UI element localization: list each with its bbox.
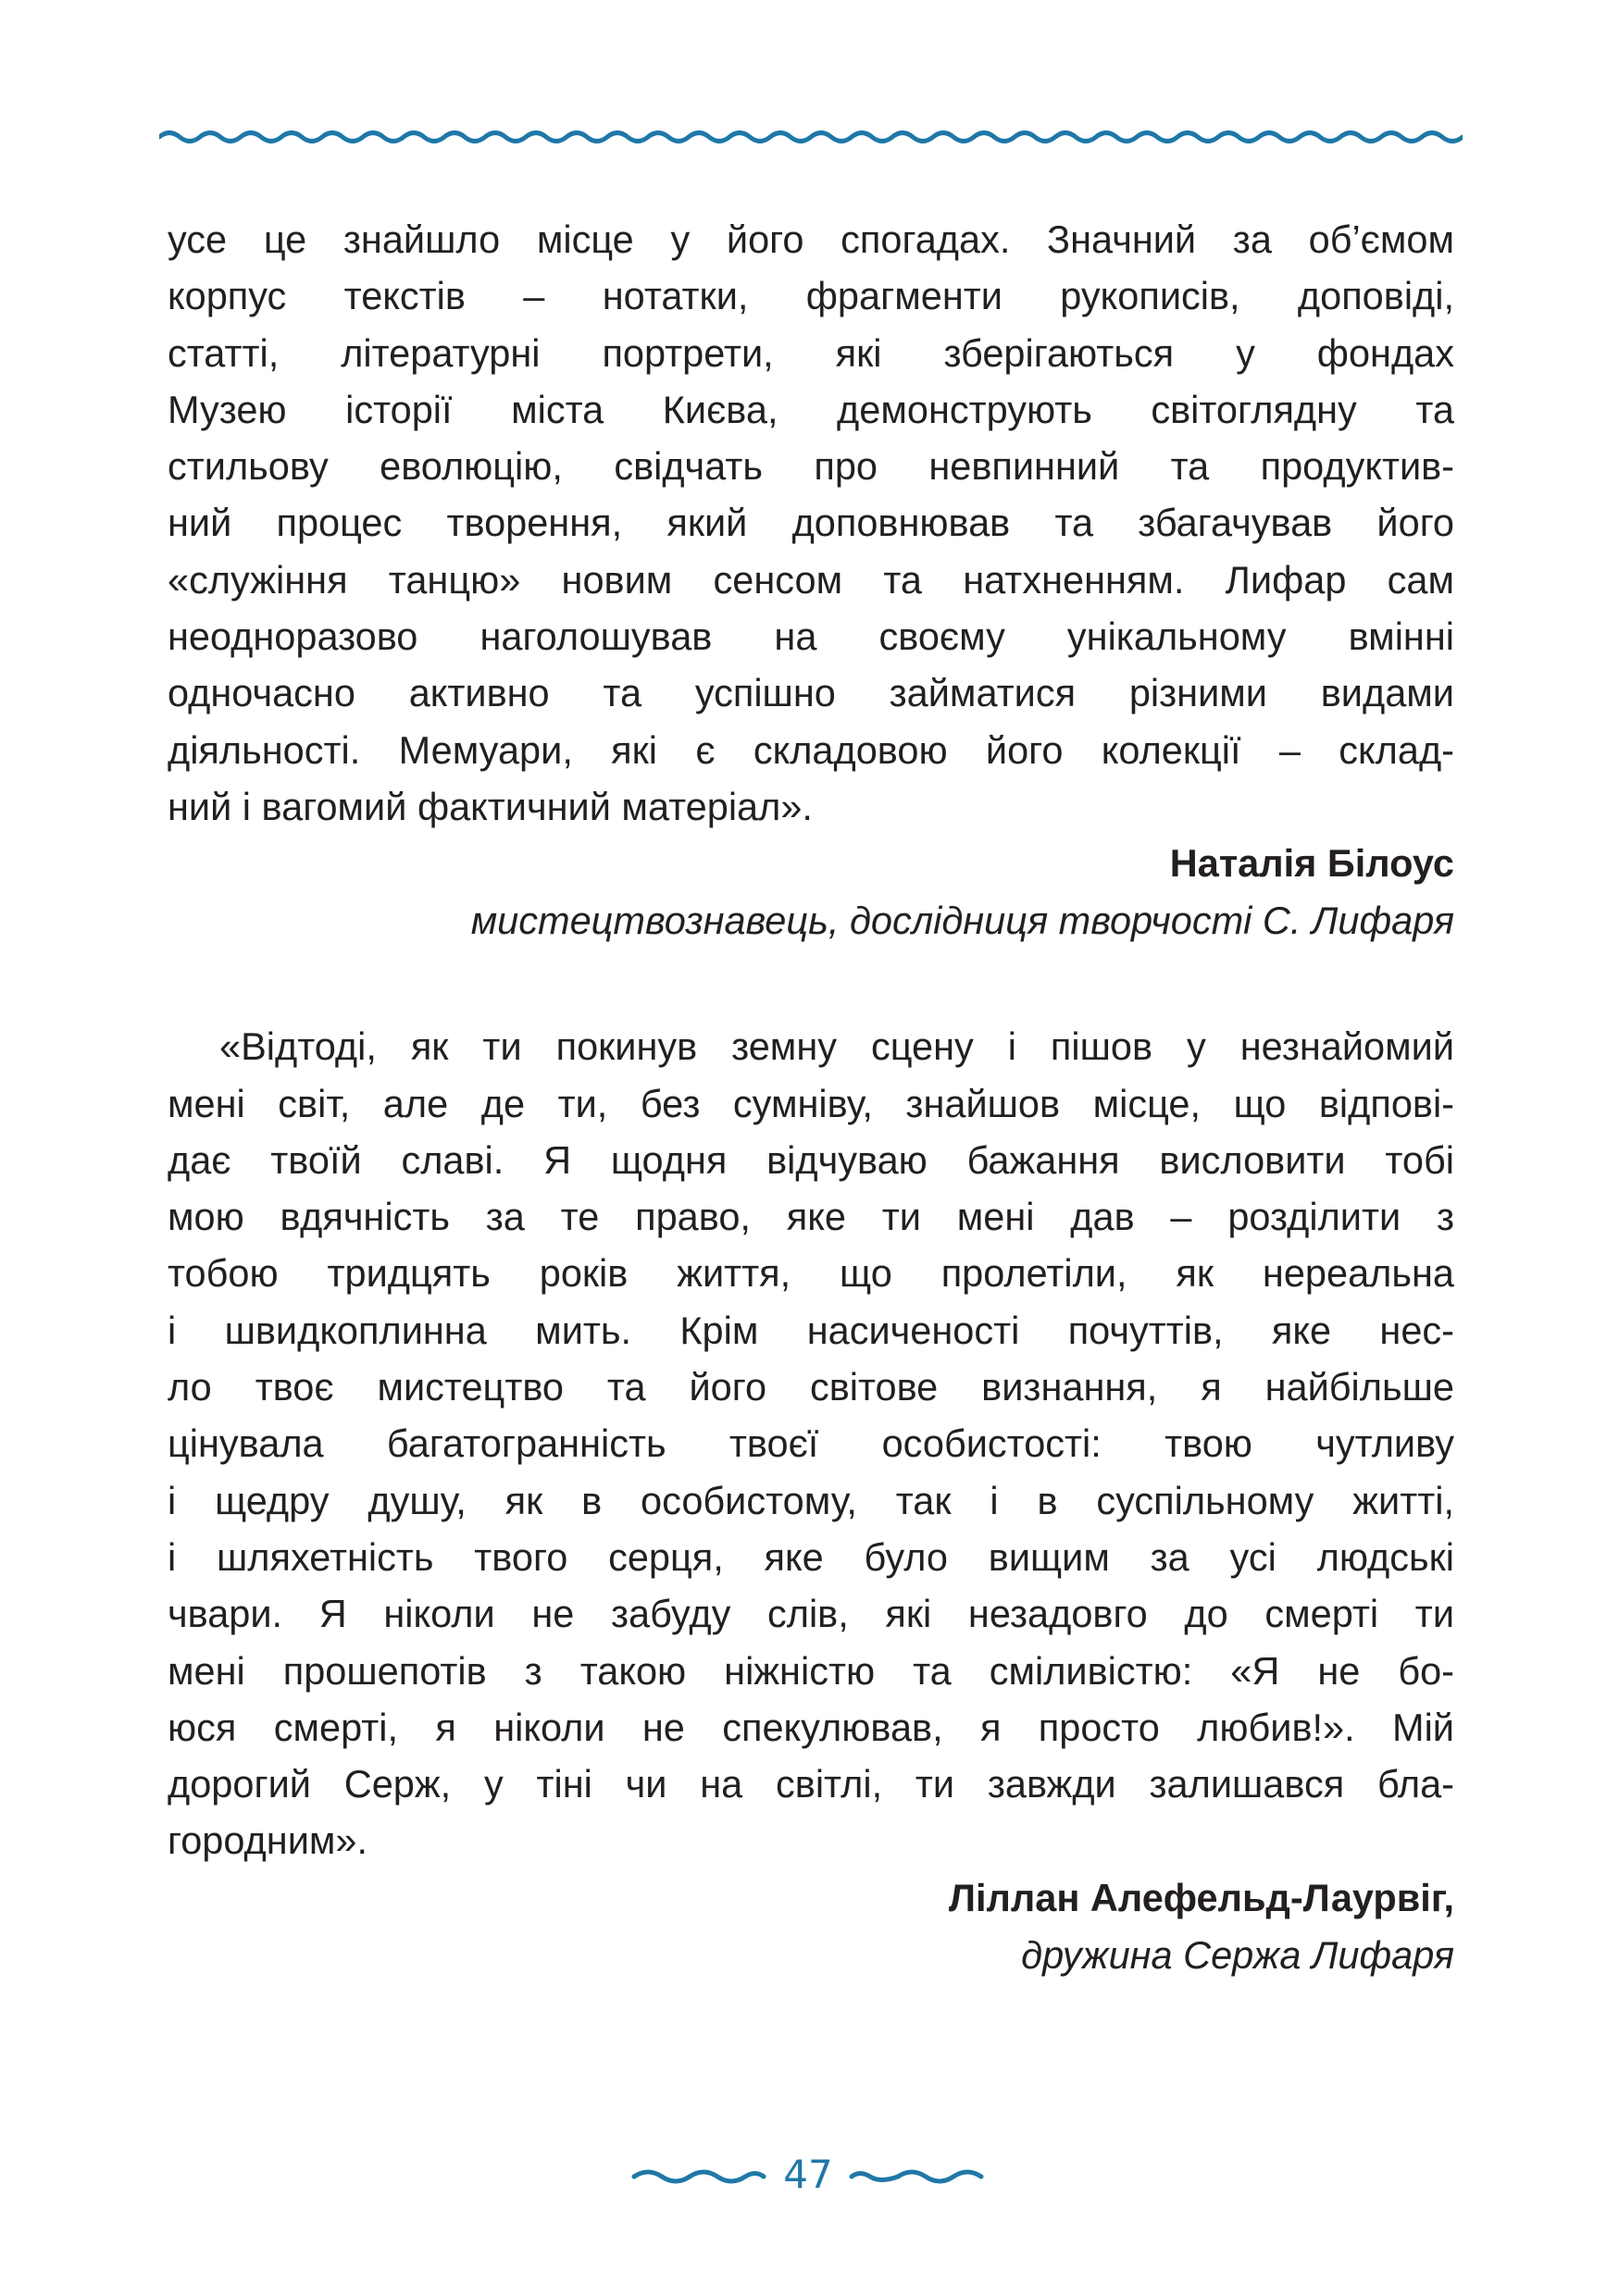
paragraph-line: ний і вагомий фактичний матеріал».	[168, 784, 813, 828]
page-footer	[0, 2147, 1619, 2203]
paragraph-line: одночасно активно та успішно займатися різними видами	[168, 671, 1454, 715]
paragraph-line: корпус текстів – нотатки, фрагменти рукописів, доповіді,	[168, 274, 1454, 318]
quote-block-1	[168, 211, 1454, 949]
paragraph-line: цінувала багатогранність твоєї особистості: твою чутливу	[168, 1421, 1454, 1466]
quote-author-role: дружина Сержа Лифаря	[1021, 1932, 1454, 1977]
paragraph-line: «служіння танцю» новим сенсом та натхненням. Лифар сам	[168, 557, 1454, 602]
quote-block-2	[168, 1018, 1454, 1983]
paragraph-line: діяльності. Мемуари, які є складовою його колекції – склад-	[168, 727, 1454, 772]
footer-wave-left-icon	[629, 2166, 768, 2188]
paragraph-line: дорогий Серж, у тіні чи на світлі, ти завжди залишався бла-	[168, 1762, 1454, 1806]
top-wave-divider	[159, 118, 1463, 155]
paragraph-line: Музею історії міста Києва, демонструють світоглядну та	[168, 387, 1454, 431]
paragraph-line: і швидкоплинна мить. Крім насиченості почуттів, яке нес-	[168, 1308, 1454, 1352]
paragraph-line: і шляхетність твого серця, яке було вищим за усі людські	[168, 1534, 1454, 1579]
paragraph-line: мені прошепотів з такою ніжністю та сміливістю: «Я не бо-	[168, 1648, 1454, 1693]
paragraph-line: ний процес творення, який доповнював та збагачував його	[168, 501, 1454, 545]
paragraph-line: мою вдячність за те право, яке ти мені дав – розділити з	[168, 1195, 1454, 1239]
page-number: 47	[783, 2152, 833, 2197]
paragraph-line: і щедру душу, як в особистому, так і в суспільному житті,	[168, 1478, 1454, 1522]
paragraph-line: усе це знайшло місце у його спогадах. Значний за об’ємом	[168, 217, 1454, 261]
paragraph-line: юся смерті, я ніколи не спекулював, я просто любив!». Мій	[168, 1705, 1454, 1749]
paragraph-line: статті, літературні портрети, які зберігаються у фондах	[168, 330, 1454, 375]
footer-ornament	[629, 2147, 990, 2203]
footer-wave-right-icon	[847, 2166, 986, 2188]
paragraph-line: городним».	[168, 1818, 368, 1863]
block-spacer	[168, 949, 1454, 1018]
quote-author-role: мистецтвознавець, дослідниця творчості С. Лифаря	[470, 899, 1454, 943]
quote-author-name: Ліллан Алефельд-Лаурвіг,	[948, 1875, 1454, 1919]
paragraph-line: мені світ, але де ти, без сумніву, знайшов місце, що відпові-	[168, 1081, 1454, 1125]
paragraph-line: тобою тридцять років життя, що пролетіли, як нереальна	[168, 1251, 1454, 1296]
paragraph-line: ло твоє мистецтво та його світове визнання, я найбільше	[168, 1365, 1454, 1409]
paragraph-line: чвари. Я ніколи не забуду слів, які незадовго до смерті ти	[168, 1592, 1454, 1636]
paragraph-line: дає твоїй славі. Я щодня відчуваю бажання висловити тобі	[168, 1137, 1454, 1182]
paragraph-line: стильову еволюцію, свідчать про невпинний та продуктив-	[168, 444, 1454, 489]
paragraph-line: неодноразово наголошував на своєму унікальному вмінні	[168, 614, 1454, 659]
paragraph-line: «Відтоді, як ти покинув земну сцену і пішов у незнайомий	[219, 1024, 1454, 1069]
quote-author-name: Наталія Білоус	[1169, 841, 1454, 886]
page-content	[168, 211, 1454, 1984]
